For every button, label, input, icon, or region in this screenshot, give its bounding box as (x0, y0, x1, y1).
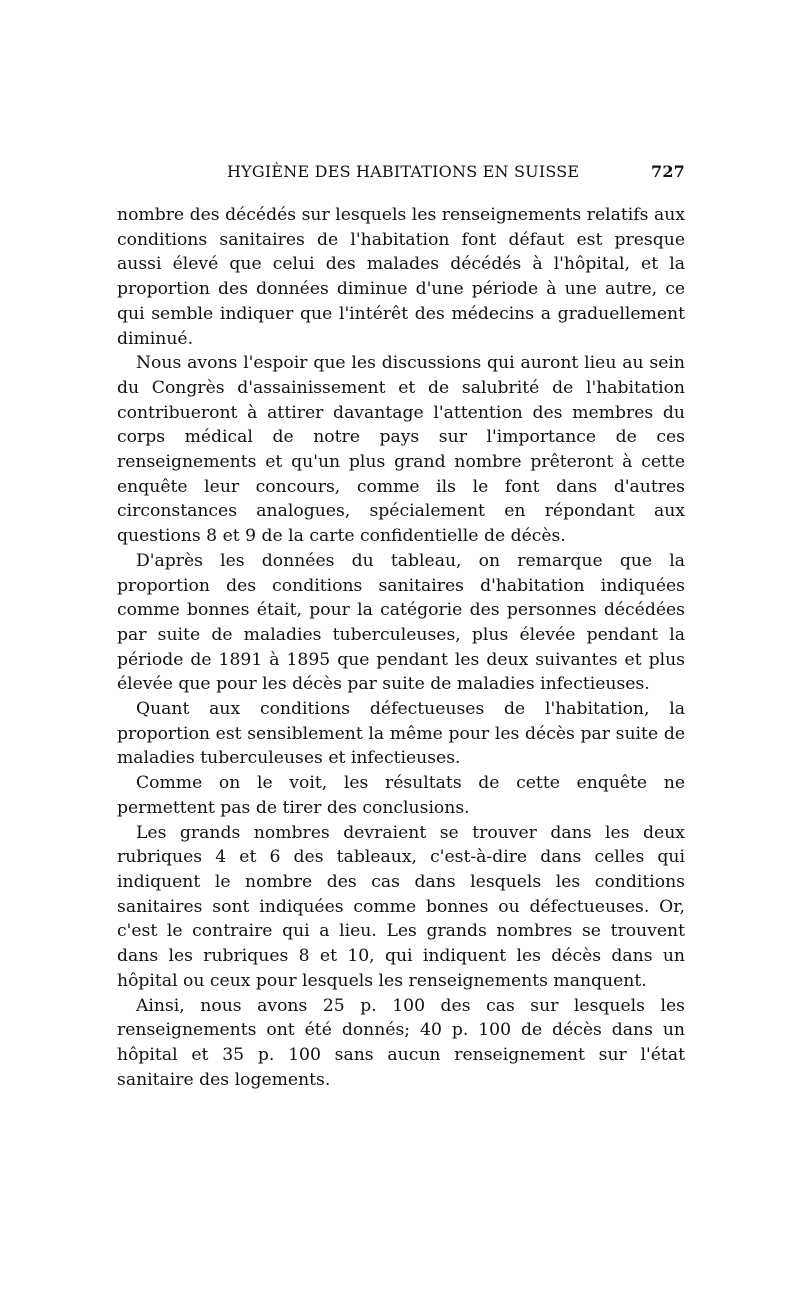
paragraph-continuation: nombre des décédés sur lesquels les renseignements relatifs aux conditions sanitaires de l'habitation font défaut est presque aussi élevé que celui des malades décédés à l'hôpital, et la proportion des données diminue d'une période à une autre, ce qui semble indiquer que l'intérêt des médecins a graduellement diminué. (117, 205, 685, 349)
paragraph: Quant aux conditions défectueuses de l'habitation, la proportion est sensiblement la même pour les décès par suite de maladies tuberculeuses et infectieuses. (117, 699, 685, 769)
paragraph: Les grands nombres devraient se trouver dans les deux rubriques 4 et 6 des tableaux, c'est-à-dire dans celles qui indiquent le nombre des cas dans lesquels les conditions sanitaires sont indiquées comme bonnes ou défectueuses. Or, c'est le contraire qui a lieu. Les grands nombres se trouvent dans les rubriques 8 et 10, qui indiquent les décès dans un hôpital ou ceux pour lesquels les renseignements manquent. (117, 822, 685, 991)
running-title: HYGIÈNE DES HABITATIONS EN SUISSE (227, 162, 580, 181)
paragraph: Nous avons l'espoir que les discussions qui auront lieu au sein du Congrès d'assainissement et de salubrité de l'habitation contribueront à attirer davantage l'attention des membres du corps médical de notre pays sur l'importance de ces renseignements et qu'un plus grand nombre prêteront à cette enquête leur concours, comme ils le font dans d'autres circonstances analogues, spécialement en répondant aux questions 8 et 9 de la carte confidentielle de décès. (117, 353, 685, 547)
paragraph: D'après les données du tableau, on remarque que la proportion des conditions sanitaires d'habitation indiquées comme bonnes était, pour la catégorie des personnes décédées par suite de maladies tuberculeuses, plus élevée pendant la période de 1891 à 1895 que pendant les deux suivantes et plus élevée que pour les décès par suite de maladies infectieuses. (117, 550, 685, 695)
body-text (117, 203, 685, 1092)
page-number: 727 (651, 162, 685, 181)
running-head (117, 162, 685, 186)
paragraph: Comme on le voit, les résultats de cette enquête ne permettent pas de tirer des conclusions. (117, 773, 685, 818)
paragraph: Ainsi, nous avons 25 p. 100 des cas sur lesquels les renseignements ont été donnés; 40 p. 100 de décès dans un hôpital et 35 p. 100 sans aucun renseignement sur l'état sanitaire des logements. (117, 995, 685, 1090)
